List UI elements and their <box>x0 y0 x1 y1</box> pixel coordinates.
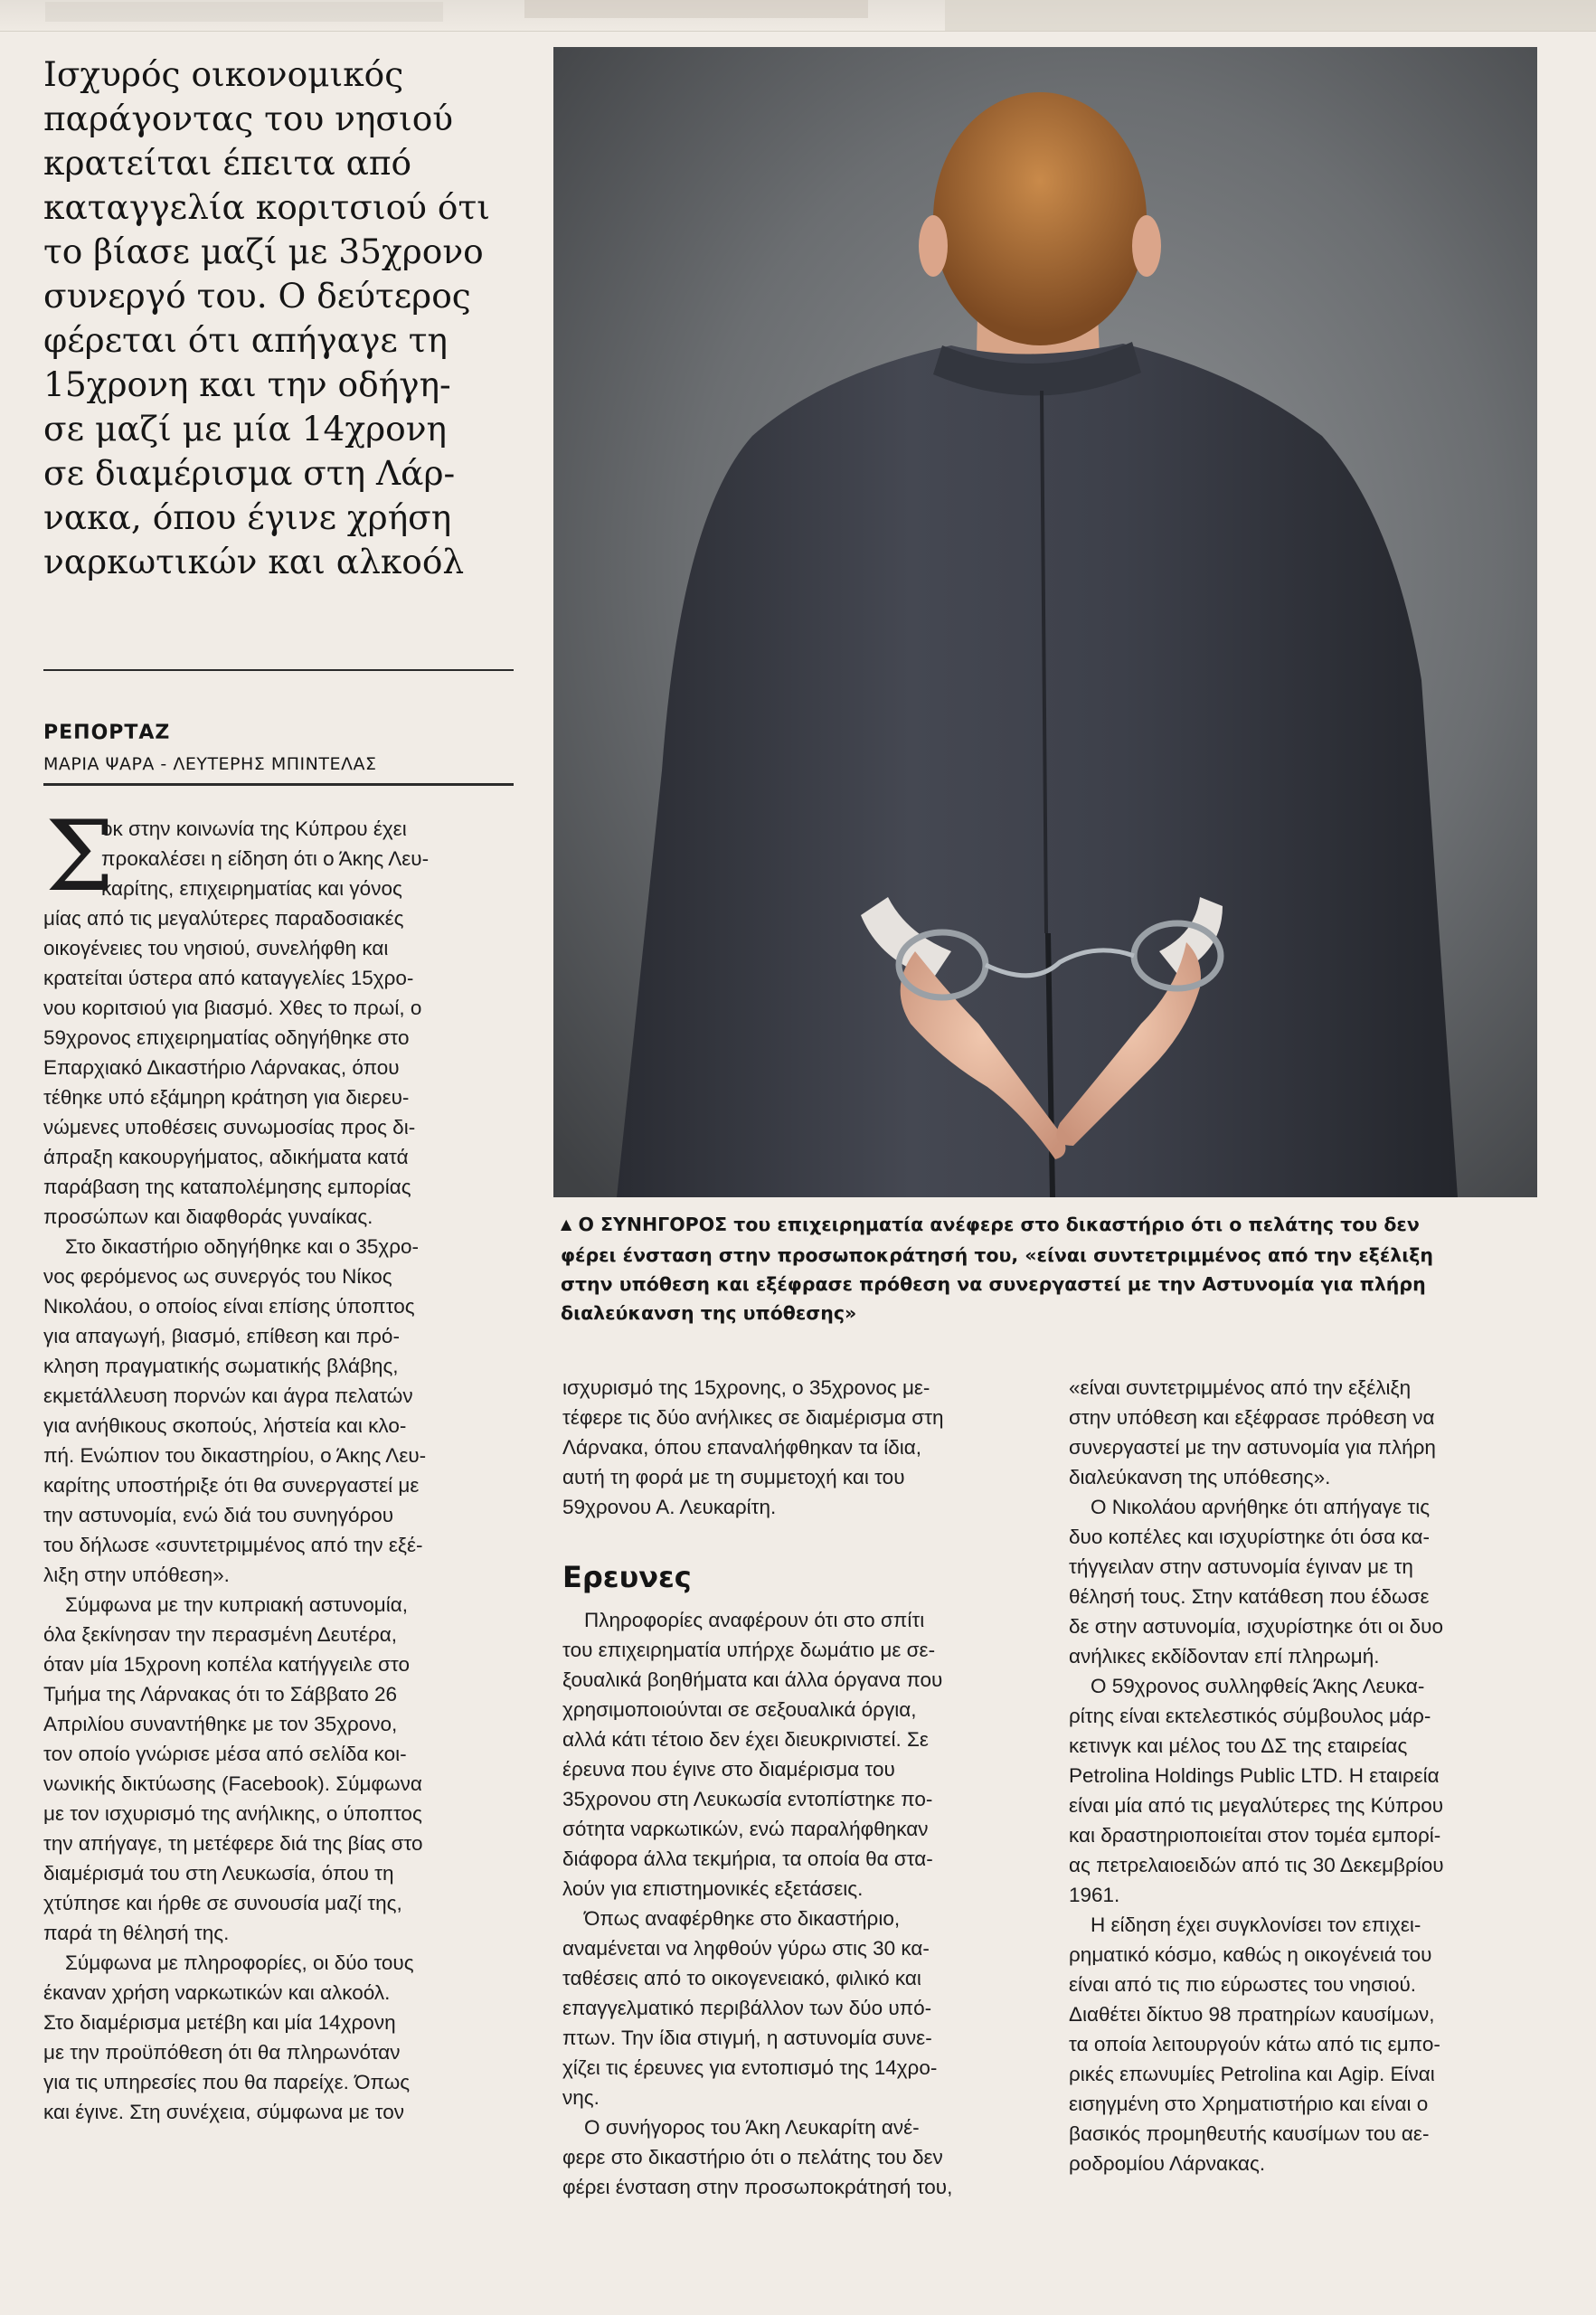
handcuffed-man-photo <box>553 47 1537 1197</box>
subheading: Ερευνες <box>562 1560 692 1594</box>
body-line: Στο διαμέρισμα μετέβη και μία 14χρονη <box>43 2011 396 2034</box>
body-line: πή. Ενώπιον του δικαστηρίου, ο Άκης Λευ- <box>43 1444 427 1467</box>
body-line: βασικός προμηθευτής καυσίμων του αε- <box>1069 2122 1430 2145</box>
body-line: Διαθέτει δίκτυο 98 πρατηρίων καυσίμων, <box>1069 2003 1435 2026</box>
body-line: φερε στο δικαστήριο ότι ο πελάτης του δεν <box>562 2146 943 2169</box>
body-line: νου κοριτσιού για βιασμό. Χθες το πρωί, ο <box>43 997 422 1019</box>
body-line: έκαναν χρήση ναρκωτικών και αλκοόλ. <box>43 1981 391 2004</box>
headline-line: 15χρονη και την οδήγη- <box>43 364 451 404</box>
body-line: ρηματικό κόσμο, καθώς η οικογένειά του <box>1069 1943 1432 1966</box>
body-line: νωνικής δικτύωσης (Facebook). Σύμφωνα <box>43 1772 422 1795</box>
headline-line: παράγοντας του νησιού <box>43 99 454 138</box>
headline <box>43 52 518 584</box>
body-line: χτύπησε και ήρθε σε συνουσία μαζί της, <box>43 1892 402 1914</box>
section-label: ΡΕΠΟΡΤΑΖ <box>43 722 171 744</box>
body-line: 59χρονος επιχειρηματίας οδηγήθηκε στο <box>43 1026 410 1049</box>
byline: ΜΑΡΙΑ ΨΑΡΑ - ΛΕΥΤΕΡΗΣ ΜΠΙΝΤΕΛΑΣ <box>43 754 377 774</box>
headline-line: κρατείται έπειτα από <box>43 143 412 183</box>
body-line: προσώπων και διαφθοράς γυναίκας. <box>43 1205 373 1228</box>
body-line: διαλεύκανση της υπόθεσης». <box>1069 1466 1331 1488</box>
body-line: καρίτης υποστήριξε ότι θα συνεργαστεί με <box>43 1474 420 1497</box>
triangle-up-icon: ▲ <box>561 1215 572 1233</box>
body-line: Πληροφορίες αναφέρουν ότι στο σπίτι <box>584 1609 925 1631</box>
body-line: Petrolina Holdings Public LTD. Η εταιρεία <box>1069 1764 1440 1787</box>
body-line: οικογένειες του νησιού, συνελήφθη και <box>43 937 389 959</box>
headline-line: φέρεται ότι απήγαγε τη <box>43 320 448 360</box>
body-line: χρησιμοποιούνται σε σεξουαλικά όργια, <box>562 1698 917 1721</box>
body-line: διαμέρισμά του στη Λευκωσία, όπου τη <box>43 1862 394 1885</box>
body-line: παρά τη θέλησή της. <box>43 1922 230 1944</box>
body-line: θέλησή τους. Στην κατάθεση που έδωσε <box>1069 1585 1430 1608</box>
body-line: ανήλικες εκδίδονταν επί πληρωμή. <box>1069 1645 1380 1668</box>
drop-cap: Σ <box>45 800 115 913</box>
body-line: ροδρομίου Λάρνακας. <box>1069 2152 1266 2175</box>
body-line: ρικές επωνυμίες Petrolina και Agip. Είναι <box>1069 2063 1435 2085</box>
body-line: Επαρχιακό Δικαστήριο Λάρνακας, όπου <box>43 1056 400 1079</box>
headline-line: σε μαζί με μία 14χρονη <box>43 409 447 449</box>
headline-line: ναρκωτικών και αλκοόλ <box>43 542 465 581</box>
body-line: ισχυρισμό της 15χρονης, ο 35χρονος με- <box>562 1376 930 1399</box>
body-line: 1961. <box>1069 1884 1120 1906</box>
body-line: όλα ξεκίνησαν την περασμένη Δευτέρα, <box>43 1623 398 1646</box>
bleed-through-text <box>45 2 443 22</box>
body-line: νώμενες υποθέσεις συνωμοσίας προς δι- <box>43 1116 416 1139</box>
article-column-1 <box>43 800 521 2127</box>
body-line: τον οποίο γνώρισε μέσα από σελίδα κοι- <box>43 1743 407 1765</box>
body-line: οκ στην κοινωνία της Κύπρου έχει <box>101 817 407 840</box>
body-line: αλλά κάτι τέτοιο δεν έχει διευκρινιστεί. Σε <box>562 1728 929 1751</box>
body-line: φέρει ένσταση στην προσωποκράτησή του, <box>562 2176 953 2198</box>
body-line: σότητα ναρκωτικών, ενώ παραλήφθηκαν <box>562 1818 929 1840</box>
body-line: την αστυνομία, ενώ διά του συνηγόρου <box>43 1504 394 1526</box>
body-line: για ανήθικους σκοπούς, λήστεία και κλο- <box>43 1414 407 1437</box>
divider <box>43 783 514 786</box>
body-line: Σύμφωνα με την κυπριακή αστυνομία, <box>65 1593 408 1616</box>
caption-text: Ο ΣΥΝΗΓΟΡΟΣ του επιχειρηματία ανέφερε στο δικαστήριο ότι ο πελάτης του δεν <box>578 1214 1420 1235</box>
headline-line: Ισχυρός οικονομικός <box>43 54 404 94</box>
caption-line: στην υπόθεση και εξέφρασε πρόθεση να συνεργαστεί με την Αστυνομία για πλήρη <box>561 1273 1426 1295</box>
body-line: προκαλέσει η είδηση ότι ο Άκης Λευ- <box>101 847 430 870</box>
body-line: Λάρνακα, όπου επαναλήφθηκαν τα ίδια, <box>562 1436 922 1459</box>
body-line: μίας από τις μεγαλύτερες παραδοσιακές <box>43 907 404 930</box>
body-line: στην υπόθεση και εξέφρασε πρόθεση να <box>1069 1406 1435 1429</box>
body-line: Σύμφωνα με πληροφορίες, οι δύο τους <box>65 1951 414 1974</box>
body-line: νης. <box>562 2086 600 2109</box>
body-line: για τις υπηρεσίες που θα παρείχε. Όπως <box>43 2071 411 2093</box>
body-line: Ο 59χρονος συλληφθείς Άκης Λευκα- <box>1091 1675 1425 1697</box>
body-line: λιξη στην υπόθεση». <box>43 1564 230 1586</box>
body-line: τέφερε τις δύο ανήλικες σε διαμέρισμα στη <box>562 1406 944 1429</box>
body-line: επαγγελματικό περιβάλλον των δύο υπό- <box>562 1997 932 2019</box>
photo-caption <box>561 1210 1537 1328</box>
body-line: με την προϋπόθεση ότι θα πληρωνόταν <box>43 2041 401 2064</box>
body-line: όταν μία 15χρονη κοπέλα κατήγγειλε στο <box>43 1653 410 1676</box>
body-line: νος φερόμενος ως συνεργός του Νίκος <box>43 1265 392 1288</box>
body-line: την απήγαγε, τη μετέφερε διά της βίας στο <box>43 1832 423 1855</box>
body-line: τέθηκε υπό εξάμηρη κράτηση για διερευ- <box>43 1086 410 1109</box>
body-line: κρατείται ύστερα από καταγγελίες 15χρο- <box>43 967 414 989</box>
headline-line: νακα, όπου έγινε χρήση <box>43 497 452 537</box>
divider <box>43 669 514 671</box>
body-line: λούν για επιστημονικές εξετάσεις. <box>562 1877 864 1900</box>
body-line: χίζει τις έρευνες για εντοπισμό της 14χρο- <box>562 2056 938 2079</box>
body-line: αυτή τη φορά με τη συμμετοχή και του <box>562 1466 905 1488</box>
body-line: τα οποία λειτουργούν κάτω από τις εμπο- <box>1069 2033 1440 2055</box>
body-line: κληση πραγματικής σωματικής βλάβης, <box>43 1355 399 1377</box>
body-line: Η είδηση έχει συγκλονίσει τον επιχει- <box>1091 1913 1421 1936</box>
body-line: ταθέσεις από το οικογενειακό, φιλικό και <box>562 1967 921 1989</box>
body-line: εκμετάλλευση πορνών και άγρα πελατών <box>43 1384 413 1407</box>
body-line: είναι μία από τις μεγαλύτερες της Κύπρου <box>1069 1794 1444 1817</box>
article-column-2 <box>562 1373 1033 2202</box>
body-line: για απαγωγή, βιασμό, επίθεση και πρό- <box>43 1325 400 1347</box>
body-line: αναμένεται να ληφθούν γύρω στις 30 κα- <box>562 1937 930 1960</box>
body-line: καρίτης, επιχειρηματίας και γόνος <box>101 877 402 900</box>
caption-line: φέρει ένσταση στην προσωποκράτησή του, «είναι συντετριμμένος από την εξέλιξη <box>561 1244 1433 1266</box>
body-line: Νικολάου, ο οποίος είναι επίσης ύποπτος <box>43 1295 415 1318</box>
body-line: κετινγκ και μέλος του ΔΣ της εταιρείας <box>1069 1734 1408 1757</box>
body-line: ρίτης είναι εκτελεστικός σύμβουλος μάρ- <box>1069 1705 1431 1727</box>
caption-line: διαλεύκανση της υπόθεσης» <box>561 1302 857 1324</box>
adjacent-page-strip <box>0 0 1596 32</box>
body-line: είναι από τις πιο εύρωστες του νησιού. <box>1069 1973 1417 1996</box>
bleed-through-text <box>524 0 868 18</box>
body-line: Όπως αναφέρθηκε στο δικαστήριο, <box>584 1907 901 1930</box>
body-line: συνεργαστεί με την αστυνομία για πλήρη <box>1069 1436 1436 1459</box>
body-line: άπραξη κακουργήματος, αδικήματα κατά <box>43 1146 409 1168</box>
body-line: Τμήμα της Λάρνακας ότι το Σάββατο 26 <box>43 1683 398 1706</box>
body-line: παράβαση της καταπολέμησης εμπορίας <box>43 1176 411 1198</box>
body-line: με τον ισχυρισμό της ανήλικης, ο ύποπτος <box>43 1802 422 1825</box>
body-line: 59χρονου Α. Λευκαρίτη. <box>562 1496 777 1518</box>
article-column-3 <box>1069 1373 1548 2178</box>
article-photo <box>553 47 1537 1197</box>
body-line: Απριλίου συναντήθηκε με τον 35χρονο, <box>43 1713 398 1735</box>
headline-line: το βίασε μαζί με 35χρονο <box>43 232 484 271</box>
body-line: Ο Νικολάου αρνήθηκε ότι απήγαγε τις <box>1091 1496 1431 1518</box>
body-line: διάφορα άλλα τεκμήρια, τα οποία θα στα- <box>562 1847 933 1870</box>
body-line: του δήλωσε «συντετριμμένος από την εξέ- <box>43 1534 423 1556</box>
body-line: του επιχειρηματία υπήρχε δωμάτιο με σε- <box>562 1639 936 1661</box>
headline-line: καταγγελία κοριτσιού ότι <box>43 187 490 227</box>
body-line: 35χρονου στη Λευκωσία εντοπίστηκε πο- <box>562 1788 933 1810</box>
body-line: εισηγμένη στο Χρηματιστήριο και είναι ο <box>1069 2093 1429 2115</box>
body-line: ας πετρελαιοειδών από τις 30 Δεκεμβρίου <box>1069 1854 1444 1876</box>
body-line: δε στην αστυνομία, ισχυρίστηκε ότι οι δυο <box>1069 1615 1443 1638</box>
body-line: πτων. Την ίδια στιγμή, η αστυνομία συνε- <box>562 2027 932 2049</box>
body-line: ξουαλικά βοηθήματα και άλλα όργανα που <box>562 1668 943 1691</box>
body-line: Ο συνήγορος του Άκη Λευκαρίτη ανέ- <box>584 2116 920 2139</box>
body-line: «είναι συντετριμμένος από την εξέλιξη <box>1069 1376 1412 1399</box>
headline-line: σε διαμέρισμα στη Λάρ- <box>43 453 456 493</box>
body-line: και δραστηριοποιείται στον τομέα εμπορί- <box>1069 1824 1441 1847</box>
body-line: έρευνα που έγινε στο διαμέρισμα του <box>562 1758 895 1781</box>
body-line: δυο κοπέλες και ισχυρίστηκε ότι όσα κα- <box>1069 1526 1431 1548</box>
adjacent-photo-edge <box>945 0 1596 31</box>
body-line: τήγγειλαν στην αστυνομία έγιναν με τη <box>1069 1555 1413 1578</box>
caption-line <box>561 1210 1537 1241</box>
body-line: και έγινε. Στη συνέχεια, σύμφωνα με τον <box>43 2101 405 2123</box>
body-line: Στο δικαστήριο οδηγήθηκε και ο 35χρο- <box>65 1235 420 1258</box>
headline-line: συνεργό του. Ο δεύτερος <box>43 276 471 316</box>
